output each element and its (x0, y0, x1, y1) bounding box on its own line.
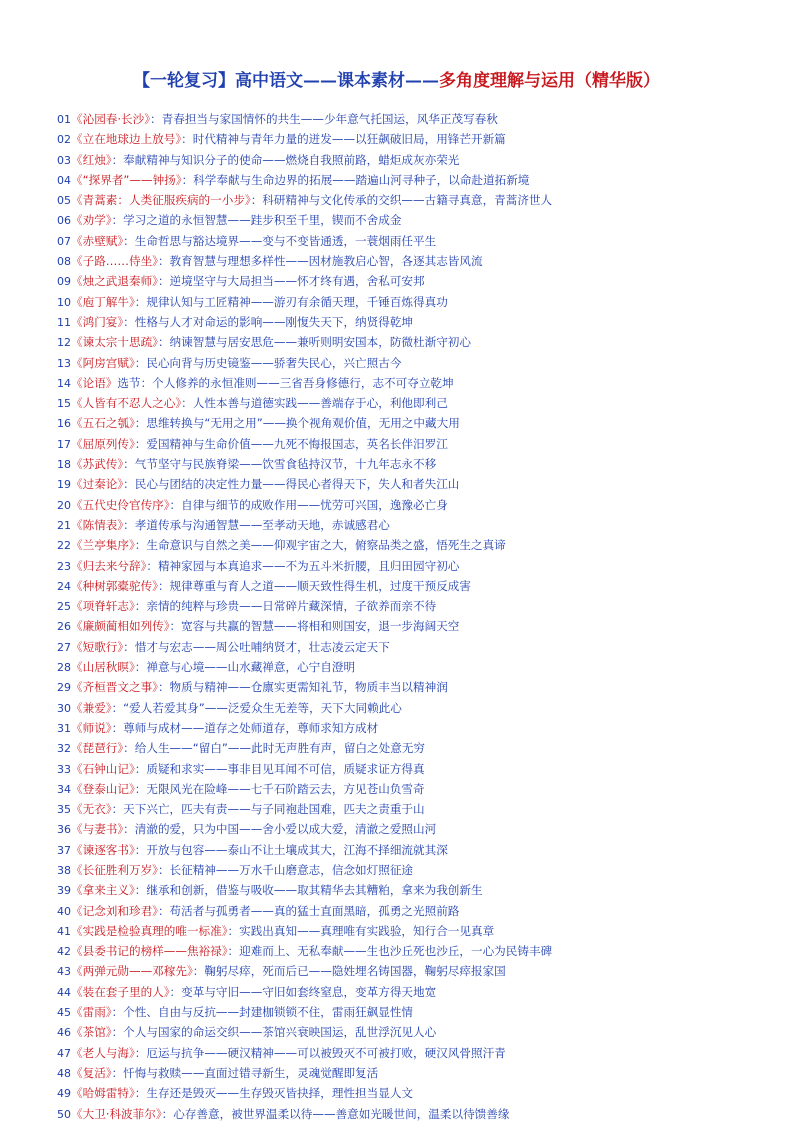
list-item (57, 718, 787, 738)
item-number: 40 (57, 904, 71, 918)
item-text-title: 《山居秋暝》 (71, 660, 135, 675)
item-number: 42 (57, 945, 71, 959)
list-item (57, 982, 787, 1002)
list-item (57, 129, 787, 149)
item-text-title: 《阿房宫赋》 (71, 355, 135, 370)
list-item (57, 292, 787, 312)
item-number: 11 (57, 315, 71, 329)
list-item (57, 738, 787, 758)
item-description: ：忏悔与救赎——直面过错寻新生，灵魂觉醒即复活 (111, 1065, 379, 1080)
item-description: ：尊师与成材——道存之处师道存，尊师求知方成材 (111, 720, 379, 735)
title-prefix: 【一轮复习】 (133, 71, 235, 91)
item-text-title: 《大卫·科波菲尔》 (71, 1106, 162, 1121)
item-number: 12 (57, 336, 71, 350)
item-text-title: 《齐桓晋文之事》 (71, 680, 158, 695)
list-item (57, 1063, 787, 1083)
item-text-title: 《师说》 (71, 720, 112, 735)
item-number: 17 (57, 437, 71, 451)
item-text-title: 《县委书记的榜样——焦裕禄》 (71, 944, 228, 959)
item-number: 39 (57, 884, 71, 898)
item-text-title: 《兰亭集序》 (71, 538, 135, 553)
item-description: ：奉献精神与知识分子的使命——燃烧自我照前路，蜡炬成灰亦荣光 (111, 152, 460, 167)
item-description: ：青春担当与家国情怀的共生——少年意气托国运，风华正茂写春秋 (150, 112, 498, 126)
list-item (57, 190, 787, 210)
item-description: ：清澈的爱，只为中国——舍小爱以成大爱，清澈之爱照山河 (123, 822, 437, 837)
item-number: 25 (57, 600, 71, 614)
list-item (57, 819, 787, 839)
list-item (57, 393, 787, 413)
item-number: 26 (57, 620, 71, 634)
item-text-title: 《廉颇蔺相如列传》 (71, 619, 170, 634)
list-item (57, 759, 787, 779)
list-item (57, 109, 787, 129)
item-text-title: 《劝学》 (71, 213, 112, 228)
item-description: ：民心向背与历史镜鉴——骄奢失民心，兴亡照古今 (134, 355, 402, 370)
item-description: ：生存还是毁灭——生存毁灭皆抉择，理性担当显人文 (134, 1086, 414, 1101)
item-text-title: 《烛之武退秦师》 (71, 274, 158, 289)
item-number: 08 (57, 255, 71, 269)
list-item (57, 840, 787, 860)
list-item (57, 677, 787, 697)
list-item (57, 1104, 787, 1124)
item-description: ：惜才与宏志——周公吐哺纳贤才，壮志凌云定天下 (123, 639, 390, 654)
item-number: 48 (57, 1066, 71, 1080)
item-text-title: 《立在地球边上放号》 (71, 132, 182, 147)
item-number: 36 (57, 823, 71, 837)
list-item (57, 880, 787, 900)
item-number: 33 (57, 762, 71, 776)
item-number: 49 (57, 1087, 71, 1101)
item-description: ：性格与人才对命运的影响——刚愎失天下，纳贤得乾坤 (123, 314, 414, 329)
list-item (57, 474, 787, 494)
item-text-title: 《登泰山记》 (71, 781, 135, 796)
item-text-title: 《种树郭橐驼传》 (71, 578, 158, 593)
item-text-title: 《雷雨》 (71, 1005, 112, 1020)
item-description: 选节：个人修养的永恒准则——三省吾身修德行，志不可夺立乾坤 (117, 375, 454, 390)
item-description: ：思维转换与“无用之用”——换个视角观价值，无用之中藏大用 (134, 416, 460, 431)
material-list (57, 109, 787, 1124)
title-subject: 高中语文——课本素材—— (235, 71, 439, 91)
item-description: ：自律与细节的成败作用——忧劳可兴国，逸豫必亡身 (169, 497, 448, 512)
document-title (0, 68, 793, 94)
item-number: 43 (57, 965, 71, 979)
list-item (57, 332, 787, 352)
item-number: 22 (57, 539, 71, 553)
item-text-title: 《苏武传》 (71, 457, 124, 472)
list-item (57, 779, 787, 799)
item-description: ：生命哲思与豁达境界——变与不变皆通透，一蓑烟雨任平生 (123, 233, 437, 248)
item-number: 50 (57, 1107, 71, 1121)
list-item (57, 799, 787, 819)
list-item (57, 251, 787, 271)
item-description: ：气节坚守与民族脊梁——饮雪食毡持汉节，十九年志永不移 (123, 457, 437, 472)
item-text-title: 《项脊轩志》 (71, 599, 135, 614)
item-description: ：给人生——“留白”——此时无声胜有声，留白之处意无穷 (123, 741, 426, 756)
list-item (57, 271, 787, 291)
item-number: 41 (57, 924, 71, 938)
item-description: ：实践出真知——真理唯有实践验，知行合一见真章 (227, 923, 495, 938)
item-text-title: 《陈情表》 (71, 517, 124, 532)
item-number: 18 (57, 458, 71, 472)
item-number: 24 (57, 579, 71, 593)
item-description: ：鞠躬尽瘁，死而后已——隐姓埋名铸国器，鞠躬尽瘁报家国 (192, 964, 506, 979)
item-description: ：迎难而上、无私奉献——生也沙丘死也沙丘，一心为民铸丰碑 (227, 944, 553, 959)
list-item (57, 576, 787, 596)
list-item (57, 901, 787, 921)
list-item (57, 698, 787, 718)
list-item (57, 454, 787, 474)
item-number: 10 (57, 295, 71, 309)
list-item (57, 596, 787, 616)
item-description: ：心存善意，被世界温柔以待——善意如光暖世间，温柔以待馈善缘 (161, 1106, 510, 1121)
item-description: ：民心与团结的决定性力量——得民心者得天下，失人和者失江山 (123, 477, 460, 492)
list-item (57, 535, 787, 555)
item-number: 20 (57, 498, 71, 512)
item-description: ：变革与守旧——守旧如套终窒息，变革方得天地宽 (169, 984, 437, 999)
item-number: 37 (57, 843, 71, 857)
item-text-title: 《青蒿素：人类征服疾病的一小步》 (71, 193, 251, 208)
item-text-title: 《人皆有不忍人之心》 (71, 396, 182, 411)
item-number: 27 (57, 640, 71, 654)
item-number: 23 (57, 559, 71, 573)
item-text-title: 《石钟山记》 (71, 761, 135, 776)
list-item (57, 434, 787, 454)
item-text-title: 《屈原列传》 (71, 436, 135, 451)
list-item (57, 860, 787, 880)
item-text-title: 《装在套子里的人》 (71, 984, 170, 999)
item-number: 02 (57, 133, 71, 147)
item-description: ：生命意识与自然之美——仰观宇宙之大，俯察品类之盛，悟死生之真谛 (134, 538, 506, 553)
item-text-title: 《琵琶行》 (71, 741, 124, 756)
item-text-title: 《红烛》 (71, 152, 112, 167)
item-description: ：规律尊重与育人之道——顺天致性得生机，过度干预反成害 (157, 578, 471, 593)
item-description: ：个性、自由与反抗——封建枷锁锁不住，雷雨狂飙显性情 (111, 1005, 414, 1020)
item-number: 47 (57, 1046, 71, 1060)
item-number: 01 (57, 113, 71, 126)
item-description: ：宽容与共赢的智慧——将相和则国安，退一步海阔天空 (169, 619, 460, 634)
item-text-title: 《记念刘和珍君》 (71, 903, 158, 918)
item-text-title: 《五代史伶官传序》 (71, 497, 170, 512)
item-text-title: 《沁园春·长沙》 (71, 112, 151, 126)
list-item (57, 353, 787, 373)
item-description: ：厄运与抗争——硬汉精神——可以被毁灭不可被打败，硬汉风骨照汗青 (134, 1045, 506, 1060)
item-number: 44 (57, 985, 71, 999)
item-description: ：天下兴亡，匹夫有责——与子同袍赴国难，匹夫之责重于山 (111, 802, 425, 817)
item-description: ：人性本善与道德实践——善端存于心，利他即利己 (181, 396, 448, 411)
item-text-title: 《庖丁解牛》 (71, 294, 135, 309)
title-suffix: 多角度理解与运用（精华版） (439, 71, 660, 91)
item-text-title: 《兼爱》 (71, 700, 112, 715)
list-item (57, 921, 787, 941)
item-number: 30 (57, 701, 71, 715)
item-description: ：纳谏智慧与居安思危——兼听则明安国本，防微杜渐守初心 (157, 335, 471, 350)
item-description: ：规律认知与工匠精神——游刃有余循天理，千锤百炼得真功 (134, 294, 448, 309)
item-number: 45 (57, 1006, 71, 1020)
item-number: 04 (57, 173, 71, 187)
item-description: ：学习之道的永恒智慧——跬步积至千里，锲而不舍成金 (111, 213, 402, 228)
item-description: ：教育智慧与理想多样性——因材施教启心智，各逐其志皆风流 (157, 254, 483, 269)
list-item (57, 515, 787, 535)
item-description: ：科学奉献与生命边界的拓展——踏遍山河寻种子，以命赴道拓新境 (181, 172, 530, 187)
item-number: 46 (57, 1026, 71, 1040)
item-text-title: 《子路……侍坐》 (71, 254, 158, 269)
item-description: ：个人与国家的命运交织——茶馆兴衰映国运，乱世浮沉见人心 (111, 1025, 437, 1040)
item-description: ：无限风光在险峰——七千石阶踏云去，方见苍山负雪奇 (134, 781, 425, 796)
item-description: ：科研精神与文化传承的交织——古籍寻真意，青蒿济世人 (250, 193, 553, 208)
item-text-title: 《与妻书》 (71, 822, 124, 837)
item-text-title: 《复活》 (71, 1065, 112, 1080)
item-text-title: 《长征胜利万岁》 (71, 862, 158, 877)
item-text-title: 《谏太宗十思疏》 (71, 335, 158, 350)
item-text-title: 《实践是检验真理的唯一标准》 (71, 923, 228, 938)
item-number: 28 (57, 661, 71, 675)
list-item (57, 1043, 787, 1063)
item-description: ：开放与包容——泰山不让土壤成其大，江海不择细流就其深 (134, 842, 448, 857)
item-number: 05 (57, 194, 71, 208)
item-description: ：长征精神——万水千山磨意志，信念如灯照征途 (157, 862, 414, 877)
item-description: ：时代精神与青年力量的迸发——以狂飙破旧局，用锋芒开新篇 (181, 132, 506, 147)
item-text-title: 《拿来主义》 (71, 883, 135, 898)
list-item (57, 231, 787, 251)
item-number: 29 (57, 681, 71, 695)
list-item (57, 312, 787, 332)
list-item (57, 210, 787, 230)
item-description: ：逆境坚守与大局担当——怀才终有遇，舍私可安邦 (157, 274, 425, 289)
item-text-title: 《归去来兮辞》 (71, 558, 147, 573)
item-text-title: 《五石之瓠》 (71, 416, 135, 431)
list-item (57, 941, 787, 961)
item-number: 15 (57, 397, 71, 411)
item-description: ：禅意与心境——山水藏禅意，心宁自澄明 (134, 660, 356, 675)
item-number: 19 (57, 478, 71, 492)
list-item (57, 961, 787, 981)
item-number: 21 (57, 518, 71, 532)
list-item (57, 556, 787, 576)
item-description: ：苟活者与孤勇者——真的猛士直面黑暗，孤勇之光照前路 (157, 903, 460, 918)
list-item (57, 1002, 787, 1022)
list-item (57, 413, 787, 433)
item-number: 13 (57, 356, 71, 370)
item-text-title: 《赤壁赋》 (71, 233, 124, 248)
item-number: 32 (57, 742, 71, 756)
list-item (57, 373, 787, 393)
item-description: ：质疑和求实——事非目见耳闻不可信，质疑求证方得真 (134, 761, 425, 776)
item-text-title: 《过秦论》 (71, 477, 124, 492)
item-text-title: 《“探界者”——钟扬》 (71, 172, 182, 187)
item-number: 09 (57, 275, 71, 289)
list-item (57, 150, 787, 170)
item-number: 03 (57, 153, 71, 167)
item-number: 31 (57, 721, 71, 735)
item-description: ：“爱人若爱其身”——泛爱众生无差等，天下大同赖此心 (111, 700, 402, 715)
item-text-title: 《谏逐客书》 (71, 842, 135, 857)
item-text-title: 《老人与海》 (71, 1045, 135, 1060)
item-description: ：爱国精神与生命价值——九死不悔报国志，英名长伴汨罗江 (134, 436, 448, 451)
item-description: ：亲情的纯粹与珍贵——日常碎片藏深情，子欲养而亲不待 (134, 599, 437, 614)
item-description: ：物质与精神——仓廪实更需知礼节，物质丰当以精神润 (157, 680, 448, 695)
list-item (57, 637, 787, 657)
item-text-title: 《哈姆雷特》 (71, 1086, 135, 1101)
list-item (57, 616, 787, 636)
list-item (57, 170, 787, 190)
item-number: 16 (57, 417, 71, 431)
item-text-title: 《论语》 (71, 375, 118, 390)
list-item (57, 495, 787, 515)
item-text-title: 《短歌行》 (71, 639, 124, 654)
item-description: ：精神家园与本真追求——不为五斗米折腰，且归田园守初心 (146, 558, 460, 573)
item-number: 34 (57, 782, 71, 796)
item-number: 07 (57, 234, 71, 248)
item-number: 38 (57, 863, 71, 877)
item-number: 14 (57, 376, 71, 390)
list-item (57, 657, 787, 677)
item-text-title: 《两弹元勋——邓稼先》 (71, 964, 193, 979)
item-description: ：继承和创新，借鉴与吸收——取其精华去其糟粕，拿来为我创新生 (134, 883, 483, 898)
item-text-title: 《鸿门宴》 (71, 314, 124, 329)
list-item (57, 1022, 787, 1042)
item-description: ：孝道传承与沟通智慧——至孝动天地，赤诚感君心 (123, 517, 390, 532)
item-number: 35 (57, 803, 71, 817)
item-text-title: 《无衣》 (71, 802, 112, 817)
item-text-title: 《茶馆》 (71, 1025, 112, 1040)
item-number: 06 (57, 214, 71, 228)
list-item (57, 1083, 787, 1103)
